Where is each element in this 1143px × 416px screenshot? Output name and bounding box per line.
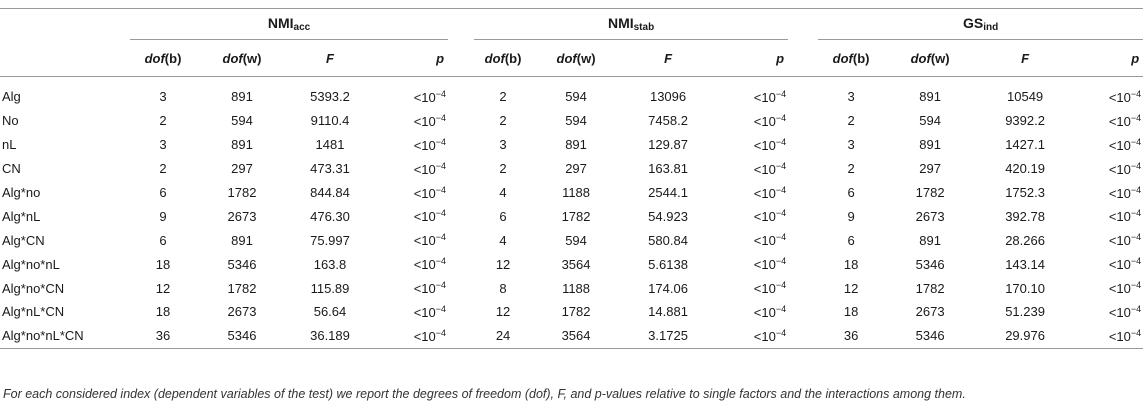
dof-b-cell: 18 [843, 256, 859, 272]
col-header-f: F [620, 40, 716, 77]
f-value-cell: 29.976 [976, 324, 1074, 348]
p-value-cell: $<10^{-4}$ [1108, 136, 1142, 153]
dof-b-cell: 24 [474, 324, 532, 348]
f-value-cell: 56.64 [313, 304, 347, 320]
table-row [0, 204, 1143, 228]
dof-b-cell: 2 [847, 161, 855, 177]
row-label: nL [2, 137, 17, 153]
p-value-cell: $<10^{-4}$ [413, 88, 447, 105]
row-label: Alg*no [2, 185, 41, 200]
table-row [0, 228, 1143, 252]
f-value-cell: 54.923 [648, 208, 688, 224]
f-value-cell: 170.10 [1005, 280, 1045, 296]
p-value-cell: $<10^{-4}$ [413, 303, 447, 320]
col-header-dof-b: dof(b) [130, 40, 196, 77]
dof-w-cell: 891 [919, 232, 941, 248]
table-row [0, 252, 1143, 276]
f-value-cell: 163.81 [648, 161, 688, 177]
p-value-cell: $<10^{-4}$ [753, 112, 787, 129]
p-value-cell: $<10^{-4}$ [413, 184, 447, 201]
table-row [0, 276, 1143, 300]
table-body [0, 85, 1143, 348]
dof-b-cell: 18 [155, 256, 171, 272]
f-value-cell: 580.84 [648, 232, 688, 248]
dof-w-cell: 5346 [196, 324, 288, 348]
col-header-dof-w: dof(w) [196, 40, 288, 77]
dof-w-cell: 2673 [227, 208, 257, 224]
table-row [0, 109, 1143, 133]
p-value-cell: $<10^{-4}$ [1108, 303, 1142, 320]
dof-w-cell: 891 [565, 137, 587, 153]
dof-b-cell: 2 [499, 161, 507, 177]
dof-w-cell: 891 [231, 89, 253, 105]
p-value-cell: $<10^{-4}$ [753, 136, 787, 153]
dof-w-cell: 1782 [561, 208, 591, 224]
dof-w-cell: 1782 [227, 185, 257, 200]
dof-b-cell: 2 [499, 89, 507, 105]
p-value-cell: $<10^{-4}$ [372, 324, 448, 348]
dof-w-cell: 1188 [562, 280, 591, 296]
dof-b-cell: 6 [159, 232, 167, 248]
p-value-cell: $<10^{-4}$ [753, 256, 787, 273]
table-footnote: For each considered index (dependent variables of the test) we report the degrees of freedom (dof), F, and p-values relative to single factors and the interactions among them. [3, 387, 966, 401]
p-value-cell: $<10^{-4}$ [753, 208, 787, 225]
dof-w-cell: 594 [231, 113, 253, 129]
row-label: No [2, 113, 19, 129]
dof-w-cell: 594 [565, 113, 587, 129]
f-value-cell: 3.1725 [620, 324, 716, 348]
p-value-cell: $<10^{-4}$ [413, 256, 447, 273]
p-value-cell: $<10^{-4}$ [1108, 88, 1142, 105]
col-header-p: p [372, 40, 448, 77]
f-value-cell: 1752.3 [1005, 185, 1045, 200]
f-value-cell: 392.78 [1005, 208, 1045, 224]
f-value-cell: 844.84 [310, 185, 350, 200]
f-value-cell: 473.31 [310, 161, 350, 177]
table-row [0, 157, 1143, 181]
col-header-p: p [1074, 40, 1143, 77]
dof-b-cell: 6 [499, 208, 507, 224]
dof-w-cell: 1782 [561, 304, 591, 320]
f-value-cell: 143.14 [1005, 256, 1045, 272]
dof-b-cell: 2 [499, 113, 507, 129]
dof-b-cell: 4 [499, 185, 507, 200]
f-value-cell: 115.89 [310, 280, 350, 296]
row-label: Alg*no*nL [2, 256, 60, 272]
group-header-gs-ind: $GS_{ind}$ [818, 9, 1143, 40]
p-value-cell: $<10^{-4}$ [753, 232, 787, 249]
col-header-dof-b: dof(b) [474, 40, 532, 77]
dof-b-cell: 2 [159, 161, 167, 177]
f-value-cell: 476.30 [310, 208, 350, 224]
p-value-cell: $<10^{-4}$ [1108, 184, 1142, 201]
row-label: Alg*nL*CN [2, 304, 65, 320]
dof-w-cell: 5346 [227, 256, 257, 272]
f-value-cell: 1427.1 [1005, 137, 1045, 153]
p-value-cell: $<10^{-4}$ [753, 303, 787, 320]
f-value-cell: 36.189 [288, 324, 372, 348]
dof-w-cell: 5346 [884, 324, 976, 348]
table-row [0, 85, 1143, 109]
f-value-cell: 28.266 [1005, 232, 1045, 248]
p-value-cell: $<10^{-4}$ [413, 208, 447, 225]
p-value-cell: $<10^{-4}$ [753, 280, 787, 297]
row-label: Alg [2, 89, 21, 105]
row-label: Alg*nL [2, 208, 41, 224]
dof-w-cell: 1782 [915, 280, 945, 296]
p-value-cell: $<10^{-4}$ [413, 280, 447, 297]
f-value-cell: 9110.4 [310, 113, 350, 129]
col-header-f: F [288, 40, 372, 77]
f-value-cell: 174.06 [648, 280, 688, 296]
dof-b-cell: 3 [499, 137, 507, 153]
f-value-cell: 10549 [1007, 89, 1044, 105]
dof-w-cell: 594 [919, 113, 941, 129]
dof-b-cell: 18 [843, 304, 859, 320]
table-row [0, 181, 1143, 205]
p-value-cell: $<10^{-4}$ [1108, 208, 1142, 225]
f-value-cell: 13096 [649, 89, 687, 105]
anova-table [0, 8, 1143, 349]
dof-b-cell: 12 [843, 280, 859, 296]
p-value-cell: $<10^{-4}$ [413, 112, 447, 129]
dof-w-cell: 891 [919, 89, 941, 105]
dof-b-cell: 3 [159, 137, 167, 153]
dof-w-cell: 2673 [915, 304, 945, 320]
dof-b-cell: 9 [159, 208, 167, 224]
dof-w-cell: 297 [565, 161, 587, 177]
dof-w-cell: 3564 [561, 256, 591, 272]
group-header-row [0, 9, 1143, 40]
dof-b-cell: 9 [847, 208, 855, 224]
dof-w-cell: 2673 [227, 304, 257, 320]
p-value-cell: $<10^{-4}$ [716, 324, 788, 348]
dof-b-cell: 18 [155, 304, 171, 320]
group-header-nmi-acc: $NMI_{acc}$ [130, 9, 448, 40]
p-value-cell: $<10^{-4}$ [1108, 160, 1142, 177]
p-value-cell: $<10^{-4}$ [413, 160, 447, 177]
dof-b-cell: 6 [159, 185, 167, 200]
p-value-cell: $<10^{-4}$ [1108, 280, 1142, 297]
dof-w-cell: 1782 [915, 185, 945, 200]
f-value-cell: 14.881 [648, 304, 688, 320]
dof-w-cell: 297 [919, 161, 941, 177]
col-header-dof-w: dof(w) [884, 40, 976, 77]
dof-b-cell: 6 [847, 232, 855, 248]
col-header-p: p [716, 40, 788, 77]
dof-w-cell: 3564 [532, 324, 620, 348]
dof-b-cell: 36 [130, 324, 196, 348]
f-value-cell: 129.87 [648, 137, 688, 153]
f-value-cell: 163.8 [313, 256, 347, 272]
dof-b-cell: 12 [495, 304, 511, 320]
dof-w-cell: 5346 [915, 256, 945, 272]
p-value-cell: $<10^{-4}$ [1108, 256, 1142, 273]
f-value-cell: 75.997 [310, 232, 350, 248]
table-row [0, 300, 1143, 324]
group-header-nmi-stab: $NMI_{stab}$ [474, 9, 788, 40]
dof-w-cell: 891 [231, 232, 253, 248]
dof-b-cell: 8 [499, 280, 507, 296]
p-value-cell: $<10^{-4}$ [1074, 324, 1143, 348]
f-value-cell: 2544.1 [648, 185, 688, 200]
dof-b-cell: 6 [847, 185, 855, 200]
dof-w-cell: 594 [565, 89, 587, 105]
f-value-cell: 9392.2 [1005, 113, 1045, 129]
column-header-row [0, 40, 1143, 77]
table-row [0, 133, 1143, 157]
row-label: Alg*no*nL*CN [0, 324, 130, 348]
f-value-cell: 420.19 [1005, 161, 1045, 177]
p-value-cell: $<10^{-4}$ [413, 136, 447, 153]
dof-w-cell: 891 [919, 137, 941, 153]
dof-b-cell: 12 [495, 256, 511, 272]
dof-b-cell: 3 [159, 89, 167, 105]
dof-b-cell: 36 [818, 324, 884, 348]
f-value-cell: 5.6138 [648, 256, 688, 272]
f-value-cell: 1481 [315, 137, 345, 153]
p-value-cell: $<10^{-4}$ [1108, 232, 1142, 249]
col-header-dof-w: dof(w) [532, 40, 620, 77]
table-row [0, 324, 1143, 348]
row-label: Alg*no*CN [2, 280, 65, 296]
dof-b-cell: 12 [155, 280, 171, 296]
dof-w-cell: 1782 [227, 280, 257, 296]
dof-w-cell: 297 [231, 161, 253, 177]
dof-w-cell: 1188 [562, 185, 591, 200]
dof-b-cell: 3 [847, 89, 855, 105]
dof-w-cell: 2673 [915, 208, 945, 224]
p-value-cell: $<10^{-4}$ [753, 184, 787, 201]
dof-b-cell: 4 [499, 232, 507, 248]
col-header-f: F [976, 40, 1074, 77]
p-value-cell: $<10^{-4}$ [753, 160, 787, 177]
f-value-cell: 51.239 [1005, 304, 1045, 320]
dof-b-cell: 2 [847, 113, 855, 129]
col-header-dof-b: dof(b) [818, 40, 884, 77]
dof-b-cell: 2 [159, 113, 167, 129]
f-value-cell: 7458.2 [648, 113, 688, 129]
f-value-cell: 5393.2 [310, 89, 350, 105]
row-label: CN [2, 161, 21, 177]
dof-w-cell: 891 [231, 137, 253, 153]
row-label: Alg*CN [2, 232, 45, 248]
p-value-cell: $<10^{-4}$ [1108, 112, 1142, 129]
p-value-cell: $<10^{-4}$ [413, 232, 447, 249]
dof-b-cell: 3 [847, 137, 855, 153]
dof-w-cell: 594 [565, 232, 587, 248]
p-value-cell: $<10^{-4}$ [753, 88, 787, 105]
